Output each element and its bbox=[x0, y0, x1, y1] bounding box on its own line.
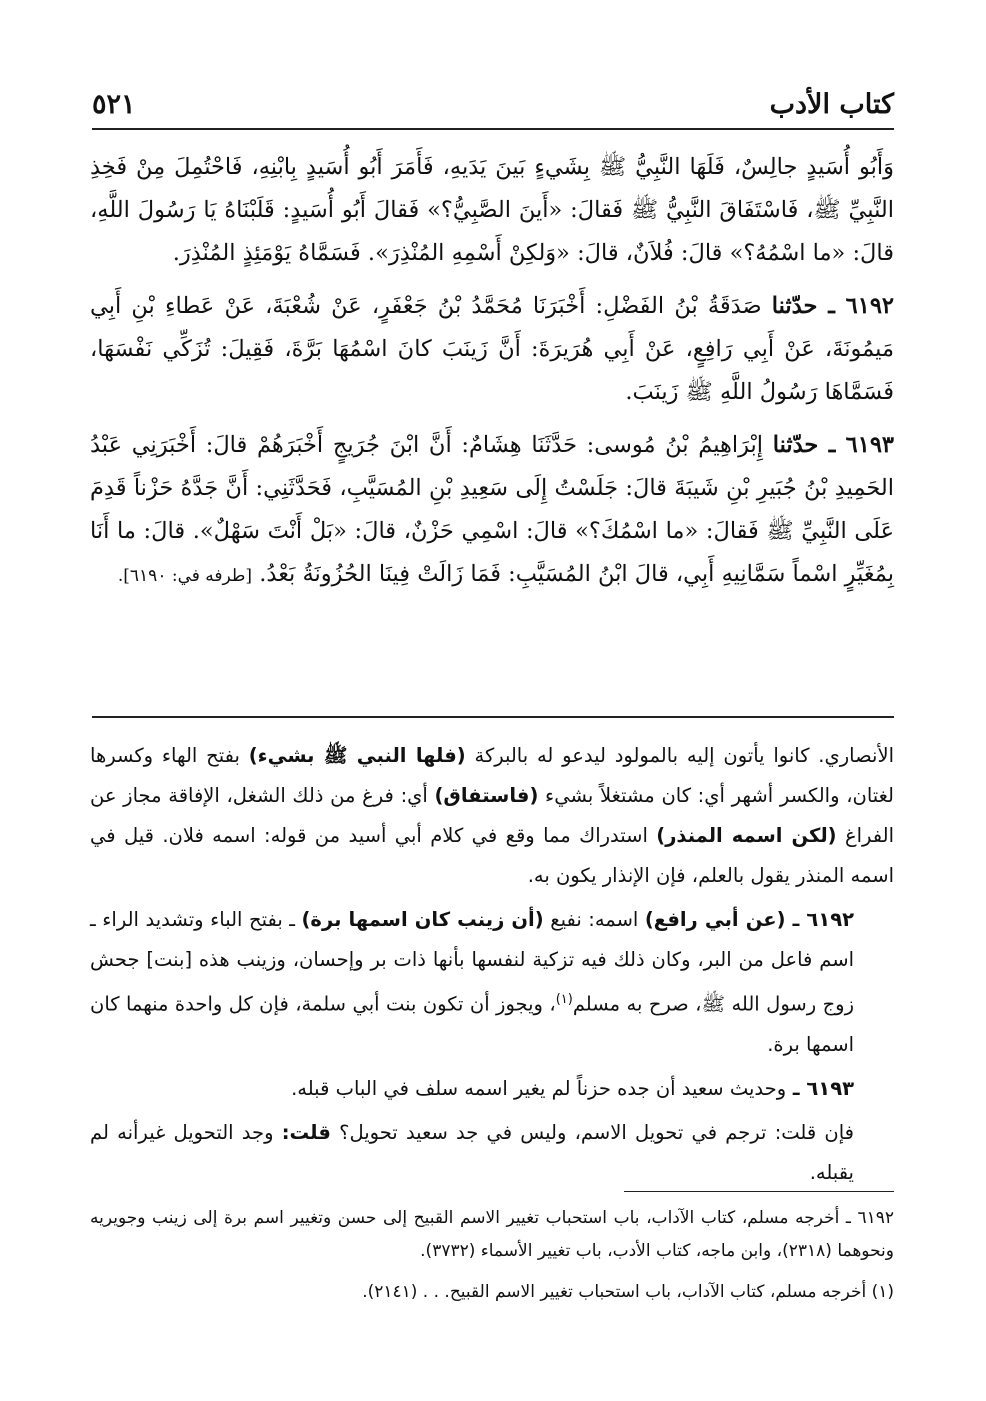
commentary-1-a: الأنصاري. كانوا يأتون إليه بالمولود ليدعو له بالبركة bbox=[465, 744, 895, 767]
hadith-continuation-text: وَأَبُو أُسَيدٍ جالِسٌ، فَلَهَا النَّبِيُّ ﷺ بِشَيءٍ بَينَ يَدَيهِ، فَأَمَرَ أَبُو أُسَيدٍ بِابْنِهِ، فَاحْتُمِلَ مِنْ فَخِذِ النَّبِيِّ ﷺ، فَاسْتَفَاقَ النَّبِيُّ ﷺ فَقالَ: «أَينَ الصَّبِيُّ؟» فَقالَ أَبُو أُسَيدٍ: قَلَبْنَاهُ يَا رَسُولَ اللَّهِ، قالَ: «ما اسْمُهُ؟» قالَ: فُلاَنٌ، قالَ: «وَلكِنْ أَسْمِهِ المُنْذِرَ». فَسَمَّاهُ يَوْمَئِذٍ المُنْذِرَ. bbox=[90, 154, 894, 266]
commentary bbox=[90, 736, 894, 1197]
hadith-6193-label: ٦١٩٣ ـ حدّثنا bbox=[772, 432, 894, 458]
commentary-1-quote-1: (فلها النبي ﷺ بشيء) bbox=[248, 744, 466, 767]
commentary-paragraph-4 bbox=[90, 1113, 894, 1193]
commentary-2-a: اسمه: نفيع bbox=[543, 908, 645, 931]
commentary-2-label: ٦١٩٢ ـ bbox=[785, 908, 854, 931]
commentary-1-quote-3: (لكن اسمه المنذر) bbox=[656, 824, 837, 847]
commentary-2-c: ، ويجوز أن تكون بنت أبي سلمة، فإن كل واحدة منهما كان اسمها برة. bbox=[90, 992, 854, 1056]
footnotes bbox=[90, 1202, 894, 1317]
hadith-continuation bbox=[90, 146, 894, 275]
chapter-title: كتاب الأدب bbox=[769, 89, 894, 120]
hadith-6193-reference: [طرفه في: ٦١٩٠]. bbox=[117, 566, 253, 586]
commentary-1-d: أي: فرغ من ذلك الشغل، الإفاقة مجاز عن الفراغ bbox=[90, 784, 895, 847]
commentary-paragraph-1 bbox=[90, 736, 894, 896]
footnote-1: (١) أخرجه مسلم، كتاب الآداب، باب استحباب تغيير الاسم القبيح. . . (٢١٤١). bbox=[362, 1282, 894, 1302]
commentary-2-quote-2: (أن زينب كان اسمها برة) bbox=[301, 908, 544, 931]
commentary-1-quote-2: (فاستفاق) bbox=[434, 784, 539, 807]
commentary-2-quote-1: (عن أبي رافع) bbox=[644, 908, 786, 931]
page-header bbox=[92, 86, 894, 130]
hadith-6192 bbox=[90, 285, 894, 414]
commentary-1-c: بفتح الهاء وكسرها لغتان، والكسر أشهر أي: كان مشتغلاً بشيء bbox=[90, 744, 894, 807]
commentary-1-e: استدراك مما وقع في كلام أبي أسيد من قوله: اسمه فلان. قيل في اسمه المنذر يقول بالعلم، فإن الإنذار يكون به. bbox=[90, 824, 894, 887]
commentary-paragraph-2 bbox=[90, 900, 894, 1065]
commentary-4-c: وجد التحويل غيرأنه لم يقبله. bbox=[90, 1120, 854, 1184]
commentary-paragraph-3 bbox=[90, 1069, 894, 1109]
section-divider bbox=[92, 716, 894, 718]
commentary-3-text: وحديث سعيد أن جده حزناً لم يغير اسمه سلف في الباب قبله. bbox=[291, 1076, 787, 1100]
footnote-6192: ٦١٩٢ ـ أخرجه مسلم، كتاب الآداب، باب استحباب تغيير الاسم القبيح إلى حسن وتغيير اسم برة إلى زينب وجويريه ونحوهما (٢٣١٨)، وابن ماجه، كتاب الأدب، باب تغيير الأسماء (٣٧٣٢). bbox=[90, 1208, 894, 1261]
footnote-marker: (١) bbox=[555, 992, 573, 1007]
hadith-6193 bbox=[90, 424, 894, 598]
commentary-2-b: ـ بفتح الباء وتشديد الراء ـ اسم فاعل من البر، وكان ذلك فيه تزكية لنفسها بأنها ذات بر وإحسان، وزينب هذه [بنت] جحش زوج رسول الله ﷺ، صرح به مسلم bbox=[90, 908, 854, 1016]
commentary-4-qult: قلت: bbox=[281, 1120, 331, 1144]
hadith-text bbox=[90, 146, 894, 608]
hadith-6192-label: ٦١٩٢ ـ حدّثنا bbox=[771, 293, 895, 319]
footnote-divider bbox=[624, 1191, 894, 1192]
hadith-6192-text: صَدَقَةُ بْنُ الفَضْلِ: أَخْبَرَنَا مُحَمَّدُ بْنُ جَعْفَرٍ، عَنْ شُعْبَةَ، عَنْ عَطاءِ بْنِ أَبِي مَيمُونَةَ، عَنْ أَبِي رَافِعٍ، عَنْ أَبِي هُرَيرَةَ: أَنَّ زَينَبَ كانَ اسْمُهَا بَرَّةَ، فَقِيلَ: تُزَكِّي نَفْسَهَا، فَسَمَّاهَا رَسُولُ اللَّهِ ﷺ زَينَبَ. bbox=[90, 293, 894, 405]
commentary-4-a: فإن قلت: ترجم في تحويل الاسم، وليس في جد سعيد تحويل؟ bbox=[330, 1120, 854, 1144]
page-number: ٥٢١ bbox=[92, 89, 136, 120]
hadith-6193-text: إِبْرَاهِيمُ بْنُ مُوسى: حَدَّثَنَا هِشَامٌ: أَنَّ ابْنَ جُرَيجٍ أَخْبَرَهُمْ قالَ: أَخْبَرَنِي عَبْدُ الحَمِيدِ بْنُ جُبَيرِ بْنِ شَيبَةَ قالَ: جَلَسْتُ إِلَى سَعِيدِ بْنِ المُسَيَّبِ، فَحَدَّثَنِي: أَنَّ جَدَّهُ حَزْناً قَدِمَ عَلَى النَّبِيِّ ﷺ فَقالَ: «ما اسْمُكَ؟» قالَ: اسْمِي حَزْنٌ، قالَ: «بَلْ أَنْتَ سَهْلٌ». قالَ: ما أَنَا بِمُغَيِّرٍ اسْماً سَمَّانِيهِ أَبِي، قالَ ابْنُ المُسَيَّبِ: فَمَا زَالَتْ فِينَا الحُزُونَةُ بَعْدُ. bbox=[90, 432, 894, 587]
commentary-3-label: ٦١٩٣ ـ bbox=[786, 1076, 854, 1100]
